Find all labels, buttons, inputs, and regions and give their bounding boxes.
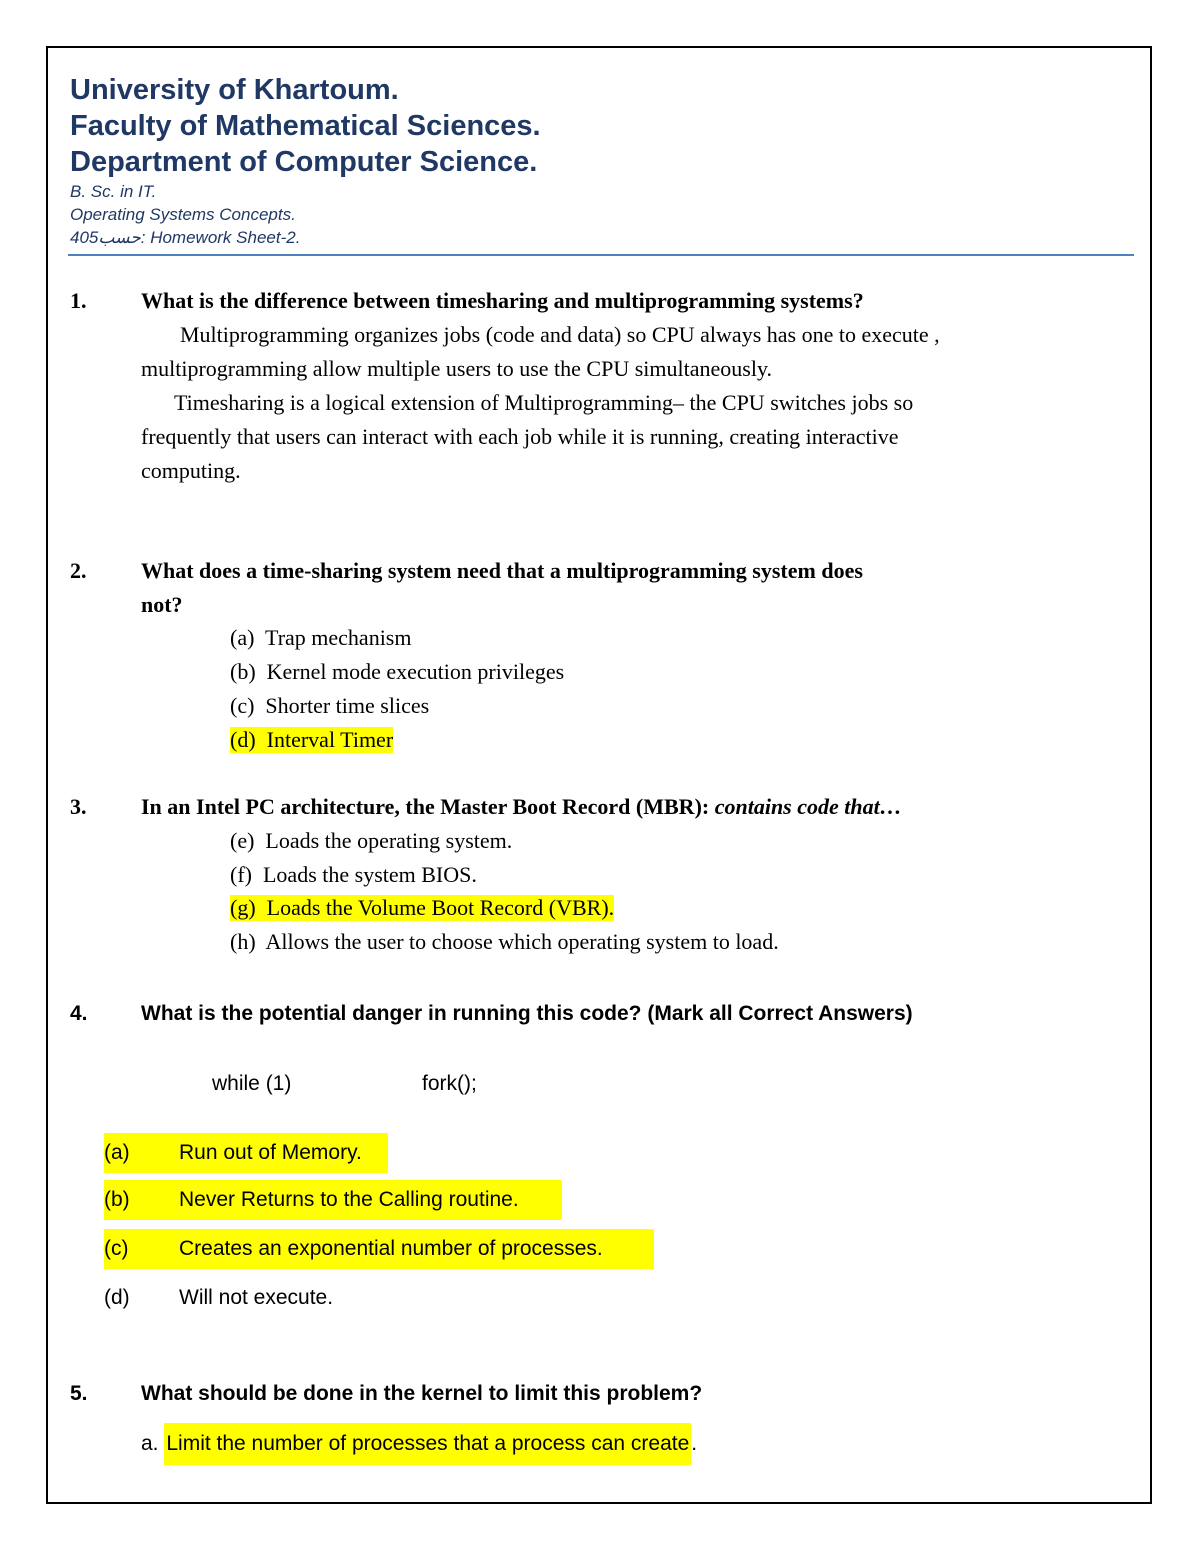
option-text: Loads the Volume Boot Record (VBR). — [266, 895, 615, 920]
option-label: (d) — [230, 727, 256, 752]
option-label: (a) — [104, 1141, 130, 1164]
q3-option-correct — [230, 895, 614, 921]
course-label: Operating Systems Concepts. — [70, 205, 296, 224]
university-heading: University of Khartoum. — [70, 74, 399, 106]
option-label: (h) — [230, 929, 256, 954]
q3-question-italic: contains code that… — [714, 794, 902, 819]
program-label: B. Sc. in IT. — [70, 182, 157, 201]
q4-question: What is the potential danger in running this code? (Mark all Correct Answers) — [141, 1002, 913, 1025]
option-text: Will not execute. — [179, 1286, 334, 1309]
q2-option — [230, 693, 429, 719]
department-heading: Department of Computer Science. — [70, 146, 538, 178]
q2-number: 2. — [70, 558, 87, 583]
option-label: (a) — [230, 625, 255, 650]
option-label: (f) — [230, 862, 252, 887]
q2-option-correct — [230, 727, 393, 753]
option-label: (c) — [104, 1237, 129, 1260]
q1-answer-line: Multiprogramming organizes jobs (code and data) so CPU always has one to execute , — [180, 322, 940, 347]
option-text: Interval Timer — [266, 727, 394, 752]
q3-option — [230, 929, 779, 955]
q5-question: What should be done in the kernel to limit this problem? — [141, 1382, 703, 1405]
option-text: Shorter time slices — [265, 693, 430, 718]
q4-option-correct — [104, 1180, 562, 1220]
q5-answer-label: a. — [141, 1432, 159, 1455]
q3-question-bold: In an Intel PC architecture, the Master Boot Record (MBR): — [141, 794, 710, 819]
sheet-label: حسب405: Homework Sheet-2. — [70, 228, 301, 247]
option-text: Allows the user to choose which operating system to load. — [265, 929, 779, 954]
q1-number: 1. — [70, 288, 87, 313]
option-text: Trap mechanism — [265, 625, 412, 650]
option-label: (e) — [230, 828, 255, 853]
option-label: (b) — [104, 1188, 130, 1211]
option-text: Creates an exponential number of processes. — [179, 1237, 603, 1260]
q5-answer — [141, 1423, 697, 1465]
q4-option — [104, 1278, 404, 1318]
q5-number: 5. — [70, 1382, 88, 1405]
q4-number: 4. — [70, 1002, 88, 1025]
option-label: (b) — [230, 659, 256, 684]
option-label: (d) — [104, 1286, 130, 1309]
q4-option-correct — [104, 1229, 654, 1269]
header-rule — [68, 254, 1134, 256]
q3-number: 3. — [70, 794, 87, 819]
q1-answer-line: frequently that users can interact with each job while it is running, creating interactive — [141, 424, 899, 449]
q4-code-loop: while (1) — [212, 1072, 292, 1095]
q2-question-cont: not? — [141, 592, 183, 617]
q1-answer-line: computing. — [141, 458, 241, 483]
q2-option — [230, 625, 411, 651]
q5-answer-period: . — [691, 1432, 698, 1455]
option-label: (c) — [230, 693, 255, 718]
option-text: Run out of Memory. — [179, 1141, 362, 1164]
q1-answer-line: Timesharing is a logical extension of Multiprogramming– the CPU switches jobs so — [174, 390, 914, 415]
q3-option — [230, 862, 477, 888]
option-label: (g) — [230, 895, 256, 920]
q4-option-correct — [104, 1133, 388, 1173]
option-text: Loads the operating system. — [265, 828, 513, 853]
q1-question: What is the difference between timesharing and multiprogramming systems? — [141, 288, 864, 313]
q4-code-call: fork(); — [422, 1072, 477, 1095]
q3-question — [141, 794, 902, 820]
q1-answer-line: multiprogramming allow multiple users to use the CPU simultaneously. — [141, 356, 773, 381]
q3-option — [230, 828, 512, 854]
option-text: Loads the system BIOS. — [262, 862, 477, 887]
q2-option — [230, 659, 564, 685]
option-text: Never Returns to the Calling routine. — [179, 1188, 519, 1211]
q5-answer-text: Limit the number of processes that a process can create — [164, 1423, 691, 1465]
option-text: Kernel mode execution privileges — [266, 659, 565, 684]
q2-question: What does a time-sharing system need that a multiprogramming system does — [141, 558, 863, 583]
faculty-heading: Faculty of Mathematical Sciences. — [70, 110, 541, 142]
